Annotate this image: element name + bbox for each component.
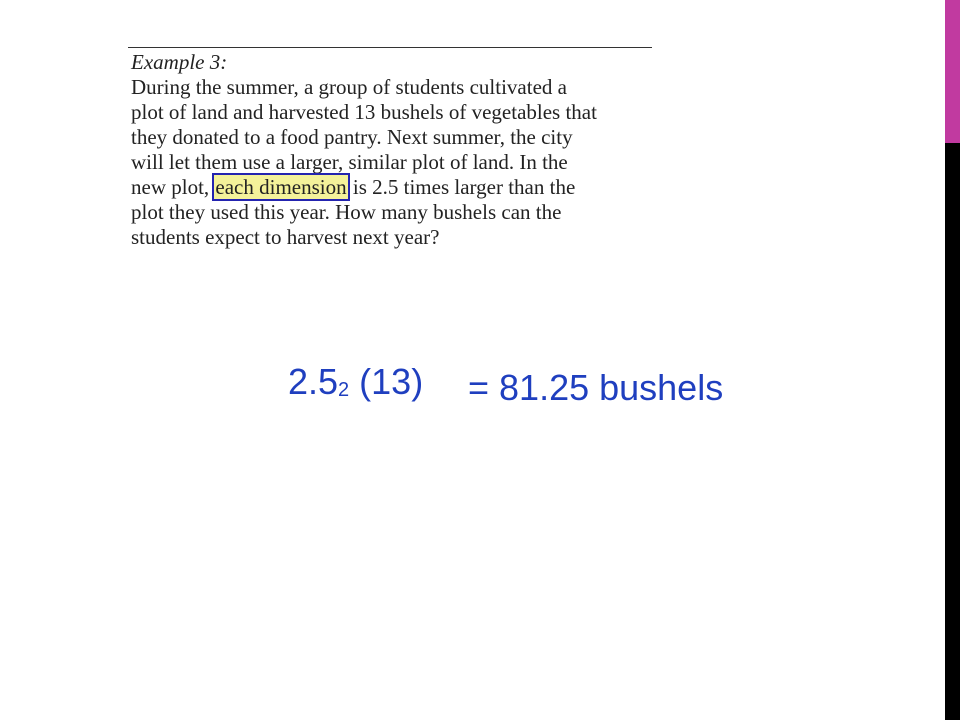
problem-excerpt (128, 47, 652, 263)
equation-result: = 81.25 bushels (468, 367, 724, 408)
example-heading: Example 3: (131, 50, 228, 74)
excerpt-line-1: During the summer, a group of students cultivated a (131, 75, 567, 99)
equation-exponent: 2 (338, 379, 350, 401)
excerpt-line-5-end: is 2.5 times larger than the (347, 175, 576, 199)
highlighted-phrase: each dimension (215, 175, 347, 199)
equation-factor: (13) (349, 361, 424, 402)
excerpt-line-2: plot of land and harvested 13 bushels of vegetables that (131, 100, 597, 124)
equation-base: 2.5 (288, 361, 339, 402)
excerpt-line-5-start: new plot, (131, 175, 215, 199)
dark-side-bar (945, 143, 960, 720)
excerpt-line-4: will let them use a larger, similar plot of land. In the (131, 150, 568, 174)
excerpt-line-6: plot they used this year. How many bushels can the (131, 200, 562, 224)
equation-expression (288, 360, 423, 412)
excerpt-line-7: students expect to harvest next year? (131, 225, 440, 249)
accent-side-bar (945, 0, 960, 143)
excerpt-line-5 (131, 175, 575, 200)
excerpt-line-3: they donated to a food pantry. Next summer, the city (131, 125, 573, 149)
